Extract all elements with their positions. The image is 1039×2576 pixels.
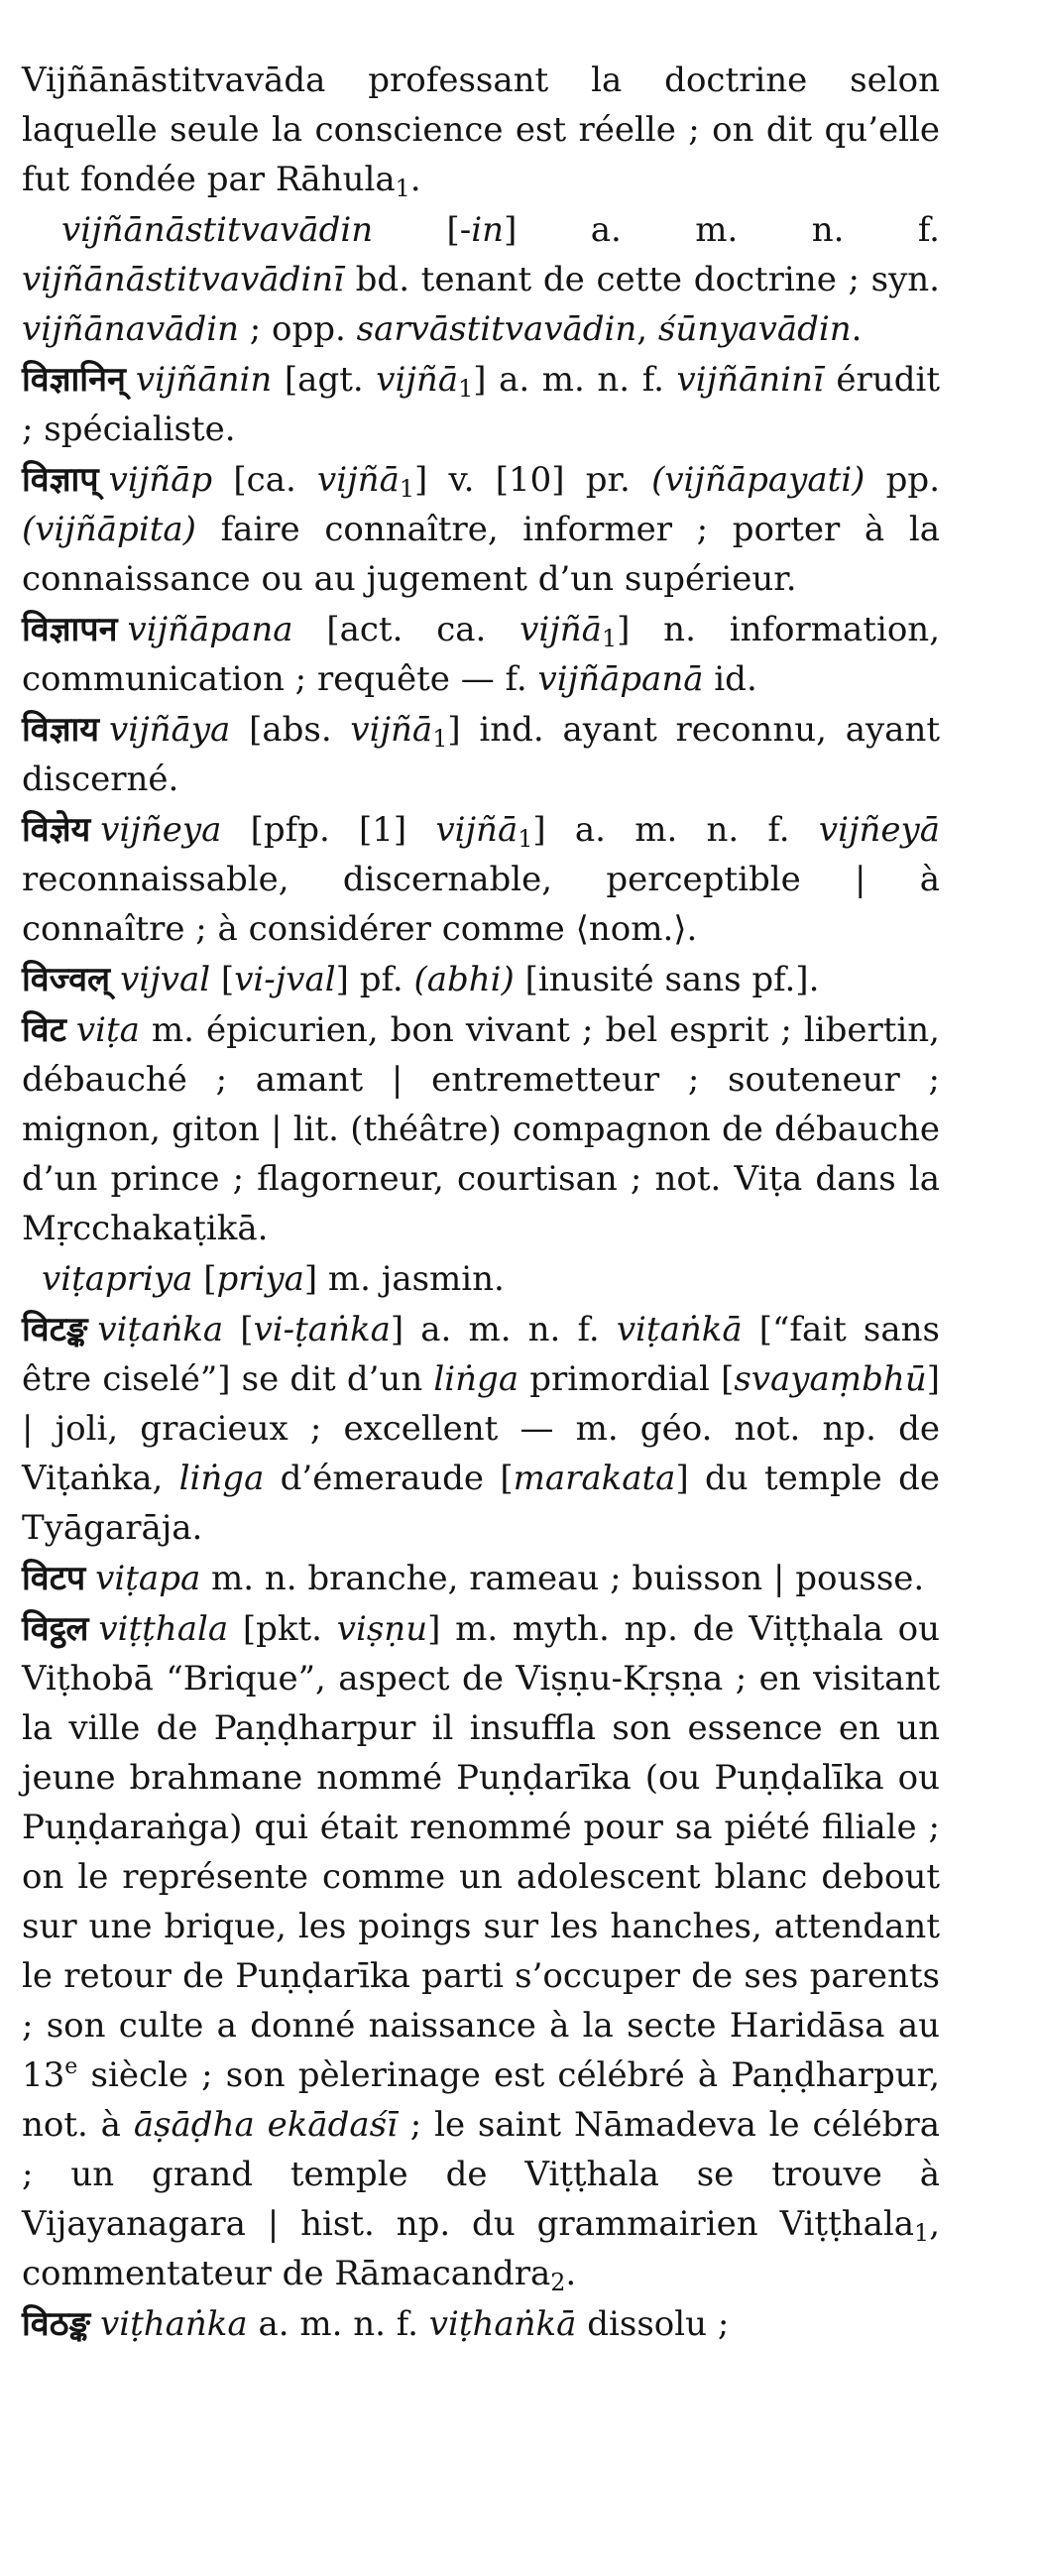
entry-text: dissolu ; xyxy=(576,2304,730,2344)
dictionary-entry xyxy=(22,1005,940,1253)
headword-devanagari: विटप xyxy=(22,1559,86,1598)
entry-text: [abs. xyxy=(230,710,351,750)
entry-text: ] a. m. n. f. xyxy=(390,1310,617,1349)
entry-text: [inusité sans pf.]. xyxy=(514,960,820,999)
dictionary-entry xyxy=(22,205,940,354)
entry-text: ; opp. xyxy=(238,309,357,349)
italic-term: vijñā xyxy=(435,810,519,850)
italic-term: viṭapa xyxy=(95,1559,201,1598)
dictionary-entry xyxy=(22,1604,940,2298)
italic-term: vijñāpana xyxy=(127,610,293,649)
entry-text: ] v. [10] pr. xyxy=(413,460,652,500)
entry-text: ] a. m. n. f. xyxy=(504,210,940,250)
entry-text: [ xyxy=(210,960,235,999)
entry-text: , commentateur de Rāmacandra xyxy=(22,2204,940,2293)
headword-devanagari: विज्ञापन xyxy=(22,610,118,649)
italic-term: (vijñāpita) xyxy=(22,510,196,549)
entry-text: primordial [ xyxy=(519,1359,735,1399)
headword-devanagari: विज्ञानिन् xyxy=(22,360,126,400)
entry-text: ] ind. ayant reconnu, ayant discerné. xyxy=(22,710,941,799)
italic-term: vijñā xyxy=(317,460,400,500)
entry-text: pp. xyxy=(865,460,941,500)
entry-list xyxy=(22,56,940,2349)
italic-term: (vijñāpayati) xyxy=(651,460,866,500)
italic-term: vijñā xyxy=(350,710,433,750)
entry-text: [pkt. xyxy=(228,1609,337,1649)
headword-devanagari: विज्वल् xyxy=(22,960,111,999)
dictionary-entry xyxy=(22,605,940,704)
entry-text: érudit ; spécialiste. xyxy=(22,360,940,449)
italic-term: viṭapriya xyxy=(42,1259,193,1299)
entry-text: ] du temple de Tyāgarāja. xyxy=(22,1459,940,1548)
subscript: 1 xyxy=(432,724,448,753)
entry-text: [act. ca. xyxy=(292,610,520,649)
dictionary-entry xyxy=(22,805,940,954)
entry-text: , xyxy=(636,309,658,349)
entry-text: Vijñānāstitvavāda professant la doctrine selon laquelle seule la conscience est réelle ; on dit qu’elle fut fondée par Rāhula xyxy=(22,60,940,199)
entry-text: [“fait sans être ciselé”] se dit d’un xyxy=(22,1310,940,1399)
entry-text: ] n. information, communication ; requête — f. xyxy=(22,610,940,699)
entry-text: [agt. xyxy=(272,360,377,400)
italic-term: viṭaṅkā xyxy=(616,1310,743,1349)
entry-text: siècle ; son pèlerinage est célébré à Paṇḍharpur, not. à xyxy=(22,2055,940,2145)
italic-term: vijñeya xyxy=(100,810,222,850)
entry-text: id. xyxy=(703,659,757,699)
dictionary-entry xyxy=(22,1254,940,1304)
entry-text: m. n. branche, rameau ; buisson | pousse. xyxy=(200,1559,925,1598)
italic-term: viṭhaṅka xyxy=(100,2304,248,2344)
italic-term: vijñānavādin xyxy=(22,309,239,349)
entry-text: ] pf. xyxy=(335,960,414,999)
entry-text: d’émeraude [ xyxy=(264,1459,514,1498)
dictionary-entry xyxy=(22,955,940,1004)
entry-text: faire connaître, informer ; porter à la connaissance ou au jugement d’un supérieur. xyxy=(22,510,940,599)
entry-text: [ xyxy=(192,1259,217,1299)
dictionary-entry xyxy=(22,355,940,454)
entry-text: ] a. m. n. f. xyxy=(473,360,677,400)
dictionary-entry xyxy=(22,1554,940,1603)
italic-term: (abhi) xyxy=(413,960,515,999)
headword-devanagari: विज्ञाप् xyxy=(22,460,99,500)
subscript: 1 xyxy=(914,2218,930,2247)
subscript: 1 xyxy=(601,624,618,652)
italic-term: svayaṃbhū xyxy=(734,1359,927,1399)
superscript: e xyxy=(64,2052,78,2079)
subscript: 1 xyxy=(458,374,474,403)
italic-term: śūnyavādin xyxy=(657,309,852,349)
italic-term: marakata xyxy=(513,1459,676,1498)
subscript: 1 xyxy=(518,824,533,853)
entry-text: . xyxy=(565,2254,577,2293)
entry-text: ; le saint Nāmadeva le célébra ; un grand temple de Viṭṭhala se trouve à Vijayanagara | hist. np. du grammairien Viṭṭhala xyxy=(22,2105,940,2244)
italic-term: āṣāḍha ekādaśī xyxy=(133,2105,398,2145)
italic-term: vi-ṭaṅka xyxy=(253,1310,391,1349)
dictionary-entry xyxy=(22,455,940,604)
entry-text: a. m. n. f. xyxy=(247,2304,429,2344)
italic-term: vijñānin xyxy=(135,360,273,400)
italic-term: vijñāp xyxy=(108,460,213,500)
headword-devanagari: विट xyxy=(22,1010,66,1050)
italic-term: viṭa xyxy=(75,1010,140,1050)
entry-text: bd. tenant de cette doctrine ; syn. xyxy=(343,260,940,299)
entry-text: ] | joli, gracieux ; excellent — m. géo. not. np. de Viṭaṅka, xyxy=(22,1359,940,1498)
italic-term: viṭṭhala xyxy=(98,1609,229,1649)
subscript: 1 xyxy=(399,474,414,503)
italic-term: vijñāya xyxy=(109,710,231,750)
entry-text: [ca. xyxy=(212,460,318,500)
entry-text: [ xyxy=(223,1310,254,1349)
entry-text: . xyxy=(409,160,421,199)
entry-text: . xyxy=(851,309,863,349)
entry-text: [pfp. [1] xyxy=(221,810,436,850)
italic-term: vijñāninī xyxy=(676,360,824,400)
italic-term: priya xyxy=(216,1259,304,1299)
dictionary-entry xyxy=(22,1305,940,1553)
italic-term: liṅga xyxy=(433,1359,520,1399)
italic-term: vijñā xyxy=(376,360,459,400)
italic-term: vijñāpanā xyxy=(537,659,704,699)
headword-devanagari: विठङ्क xyxy=(22,2304,90,2344)
headword-devanagari: विट्ठल xyxy=(22,1609,89,1649)
entry-text: ] m. jasmin. xyxy=(303,1259,505,1299)
dictionary-entry xyxy=(22,56,940,204)
entry-text: reconnaissable, discernable, perceptible | à connaître ; à considérer comme ⟨nom.⟩. xyxy=(22,860,940,949)
italic-term: viṭhaṅkā xyxy=(428,2304,577,2344)
italic-term: viṭaṅka xyxy=(97,1310,224,1349)
headword-devanagari: विज्ञाय xyxy=(22,710,100,750)
entry-text: ] a. m. n. f. xyxy=(532,810,819,850)
italic-term: vijval xyxy=(120,960,211,999)
headword-devanagari: विटङ्क xyxy=(22,1310,88,1349)
entry-text: [- xyxy=(373,210,472,250)
italic-term: in xyxy=(471,210,505,250)
italic-term: viṣṇu xyxy=(336,1609,428,1649)
entry-text: m. épicurien, bon vivant ; bel esprit ; libertin, débauché ; amant | entremetteur ; souteneur ; mignon, giton | lit. (théâtre) compagnon de débauche d’un prince ; flagorneur, courtisan ; not. Viṭa dans la Mṛcchakaṭikā. xyxy=(22,1010,940,1248)
headword-devanagari: विज्ञेय xyxy=(22,810,91,850)
dictionary-entry xyxy=(22,705,940,804)
subscript: 1 xyxy=(395,174,410,202)
italic-term: sarvāstitvavādin xyxy=(356,309,637,349)
italic-term: vijñā xyxy=(520,610,602,649)
italic-term: liṅga xyxy=(178,1459,265,1498)
italic-term: vijñānāstitvavādin xyxy=(61,210,374,250)
italic-term: vi-jval xyxy=(234,960,336,999)
subscript: 2 xyxy=(550,2268,566,2296)
dictionary-entry xyxy=(22,2299,940,2349)
entry-text: ] m. myth. np. de Viṭṭhala ou Viṭhobā “Brique”, aspect de Viṣṇu-Kṛṣṇa ; en visitant la ville de Paṇḍharpur il insuffla son essence en un jeune brahmane nommé Puṇḍarīka (ou Puṇḍalīka ou Puṇḍaraṅga) qui était renommé pour sa piété filiale ; on le représente comme un adolescent blanc debout sur une brique, les poings sur les hanches, attendant le retour de Puṇḍarīka parti s’occuper de ses parents ; son culte a donné naissance à la secte Haridāsa au 13 xyxy=(22,1609,941,2095)
italic-term: vijñānāstitvavādinī xyxy=(22,260,344,299)
italic-term: vijñeyā xyxy=(818,810,940,850)
